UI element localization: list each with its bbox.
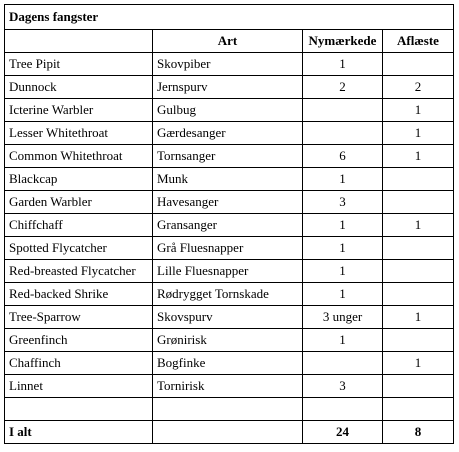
nymaerkede-cell: 1: [303, 329, 383, 352]
species-dk-cell: Skovspurv: [153, 306, 303, 329]
total-label: I alt: [5, 421, 153, 444]
aflaeste-cell: [383, 191, 454, 214]
aflaeste-cell: [383, 168, 454, 191]
species-dk-cell: Bogfinke: [153, 352, 303, 375]
header-art: Art: [153, 30, 303, 53]
species-dk-cell: Lille Fluesnapper: [153, 260, 303, 283]
nymaerkede-cell: 1: [303, 214, 383, 237]
table-row: [5, 214, 454, 237]
species-en-cell: Red-backed Shrike: [5, 283, 153, 306]
blank-cell: [303, 398, 383, 421]
blank-row: [5, 398, 454, 421]
nymaerkede-cell: 1: [303, 53, 383, 76]
species-en-cell: Garden Warbler: [5, 191, 153, 214]
table-row: [5, 260, 454, 283]
aflaeste-cell: 2: [383, 76, 454, 99]
table-row: [5, 283, 454, 306]
aflaeste-cell: [383, 329, 454, 352]
species-en-cell: Red-breasted Flycatcher: [5, 260, 153, 283]
species-dk-cell: Havesanger: [153, 191, 303, 214]
species-en-cell: Greenfinch: [5, 329, 153, 352]
nymaerkede-cell: 1: [303, 237, 383, 260]
aflaeste-cell: [383, 375, 454, 398]
header-row: [5, 30, 454, 53]
catch-table: [4, 4, 454, 444]
species-en-cell: Dunnock: [5, 76, 153, 99]
species-en-cell: Blackcap: [5, 168, 153, 191]
nymaerkede-cell: 3 unger: [303, 306, 383, 329]
species-en-cell: Chiffchaff: [5, 214, 153, 237]
species-en-cell: Lesser Whitethroat: [5, 122, 153, 145]
aflaeste-cell: 1: [383, 145, 454, 168]
table-row: [5, 191, 454, 214]
nymaerkede-cell: 1: [303, 283, 383, 306]
aflaeste-cell: [383, 53, 454, 76]
blank-cell: [153, 398, 303, 421]
species-en-cell: Chaffinch: [5, 352, 153, 375]
species-en-cell: Linnet: [5, 375, 153, 398]
species-dk-cell: Tornsanger: [153, 145, 303, 168]
species-dk-cell: Grå Fluesnapper: [153, 237, 303, 260]
total-aflaeste: 8: [383, 421, 454, 444]
total-row: [5, 421, 454, 444]
table-row: [5, 99, 454, 122]
species-en-cell: Icterine Warbler: [5, 99, 153, 122]
aflaeste-cell: 1: [383, 99, 454, 122]
nymaerkede-cell: [303, 99, 383, 122]
species-en-cell: Tree Pipit: [5, 53, 153, 76]
species-dk-cell: Tornirisk: [153, 375, 303, 398]
species-en-cell: Tree-Sparrow: [5, 306, 153, 329]
title-row: [5, 5, 454, 30]
nymaerkede-cell: [303, 122, 383, 145]
table-row: [5, 168, 454, 191]
table-row: [5, 375, 454, 398]
blank-cell: [383, 398, 454, 421]
table-row: [5, 53, 454, 76]
species-dk-cell: Munk: [153, 168, 303, 191]
aflaeste-cell: 1: [383, 306, 454, 329]
table-title: Dagens fangster: [5, 5, 454, 30]
blank-cell: [5, 398, 153, 421]
species-dk-cell: Gærdesanger: [153, 122, 303, 145]
nymaerkede-cell: 6: [303, 145, 383, 168]
table-row: [5, 306, 454, 329]
table-row: [5, 329, 454, 352]
nymaerkede-cell: [303, 352, 383, 375]
species-en-cell: Common Whitethroat: [5, 145, 153, 168]
aflaeste-cell: 1: [383, 352, 454, 375]
aflaeste-cell: [383, 260, 454, 283]
species-dk-cell: Gulbug: [153, 99, 303, 122]
total-nymaerkede: 24: [303, 421, 383, 444]
species-dk-cell: Gransanger: [153, 214, 303, 237]
nymaerkede-cell: 1: [303, 260, 383, 283]
header-aflaeste: Aflæste: [383, 30, 454, 53]
table-row: [5, 122, 454, 145]
table-row: [5, 237, 454, 260]
aflaeste-cell: [383, 237, 454, 260]
species-dk-cell: Grønirisk: [153, 329, 303, 352]
species-dk-cell: Skovpiber: [153, 53, 303, 76]
species-dk-cell: Jernspurv: [153, 76, 303, 99]
total-blank-cell: [153, 421, 303, 444]
header-species-en: [5, 30, 153, 53]
species-dk-cell: Rødrygget Tornskade: [153, 283, 303, 306]
nymaerkede-cell: 2: [303, 76, 383, 99]
table-row: [5, 145, 454, 168]
aflaeste-cell: [383, 283, 454, 306]
species-en-cell: Spotted Flycatcher: [5, 237, 153, 260]
header-nymaerkede: Nymærkede: [303, 30, 383, 53]
nymaerkede-cell: 3: [303, 375, 383, 398]
aflaeste-cell: 1: [383, 214, 454, 237]
nymaerkede-cell: 3: [303, 191, 383, 214]
table-row: [5, 76, 454, 99]
nymaerkede-cell: 1: [303, 168, 383, 191]
aflaeste-cell: 1: [383, 122, 454, 145]
table-row: [5, 352, 454, 375]
